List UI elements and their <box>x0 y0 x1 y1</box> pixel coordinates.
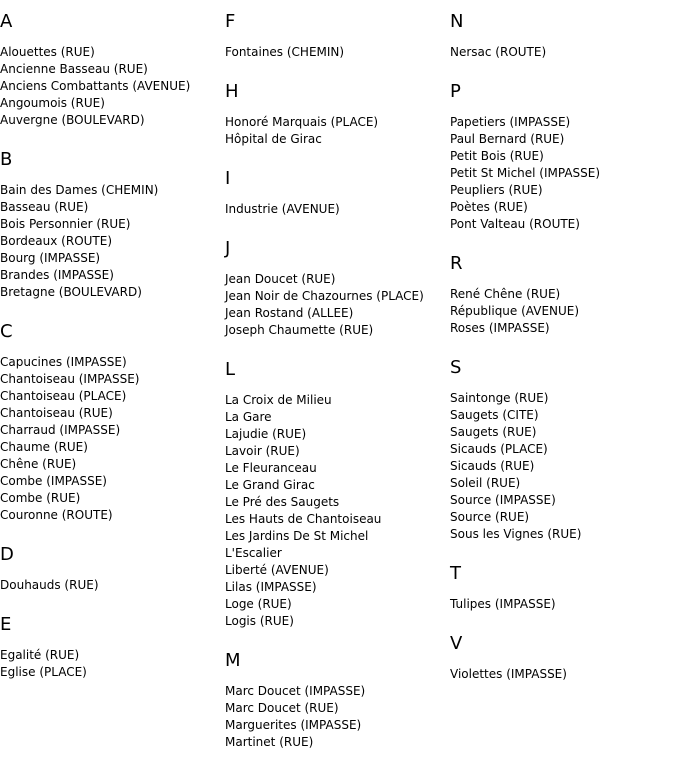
street-item: Liberté (AVENUE) <box>225 563 329 577</box>
street-list <box>225 201 450 218</box>
street-list <box>225 392 450 630</box>
street-item: Les Jardins De St Michel <box>225 529 369 543</box>
street-list <box>0 354 225 524</box>
street-item: Le Fleuranceau <box>225 461 317 475</box>
street-item: Jean Noir de Chazournes (PLACE) <box>225 289 424 303</box>
letter-heading: V <box>450 633 463 654</box>
street-item: Peupliers (RUE) <box>450 183 543 197</box>
street-item: Lavoir (RUE) <box>225 444 300 458</box>
street-item: La Croix de Milieu <box>225 393 332 407</box>
street-list <box>450 666 675 683</box>
letter-group <box>450 11 675 61</box>
street-item: Combe (IMPASSE) <box>0 474 107 488</box>
index-column-1 <box>0 11 225 701</box>
letter-heading: N <box>450 11 464 32</box>
letter-heading: F <box>225 11 236 32</box>
street-item: Saugets (CITE) <box>450 408 539 422</box>
street-item: Bourg (IMPASSE) <box>0 251 101 265</box>
street-item: Industrie (AVENUE) <box>225 202 340 216</box>
street-item: Hôpital de Girac <box>225 132 322 146</box>
street-item: Petit St Michel (IMPASSE) <box>450 166 601 180</box>
letter-heading: H <box>225 81 239 102</box>
street-item: René Chêne (RUE) <box>450 287 561 301</box>
street-item: Logis (RUE) <box>225 614 294 628</box>
street-item: L'Escalier <box>225 546 282 560</box>
street-list <box>225 114 450 148</box>
street-list <box>225 44 450 61</box>
street-item: Nersac (ROUTE) <box>450 45 547 59</box>
street-item: Chantoiseau (IMPASSE) <box>0 372 140 386</box>
street-item: Bretagne (BOULEVARD) <box>0 285 142 299</box>
street-item: Le Grand Girac <box>225 478 315 492</box>
street-item: Roses (IMPASSE) <box>450 321 550 335</box>
street-item: Tulipes (IMPASSE) <box>450 597 556 611</box>
letter-heading: S <box>450 357 462 378</box>
street-list <box>0 577 225 594</box>
street-list <box>450 114 675 233</box>
street-list <box>0 182 225 301</box>
street-list <box>225 683 450 751</box>
street-item: Brandes (IMPASSE) <box>0 268 114 282</box>
street-item: Poètes (RUE) <box>450 200 528 214</box>
street-item: Sicauds (RUE) <box>450 459 535 473</box>
letter-group <box>0 149 225 301</box>
letter-heading: A <box>0 11 13 32</box>
letter-group <box>225 11 450 61</box>
letter-group <box>0 544 225 594</box>
street-item: Angoumois (RUE) <box>0 96 105 110</box>
letter-heading: R <box>450 253 463 274</box>
letter-heading: P <box>450 81 461 102</box>
street-item: Auvergne (BOULEVARD) <box>0 113 145 127</box>
letter-group <box>225 650 450 751</box>
street-list <box>450 390 675 543</box>
street-item: Joseph Chaumette (RUE) <box>225 323 374 337</box>
letter-heading: T <box>450 563 461 584</box>
street-item: Loge (RUE) <box>225 597 292 611</box>
letter-group <box>0 614 225 681</box>
street-item: Anciens Combattants (AVENUE) <box>0 79 191 93</box>
street-item: Jean Rostand (ALLEE) <box>225 306 354 320</box>
street-item: Sicauds (PLACE) <box>450 442 548 456</box>
street-item: Bordeaux (ROUTE) <box>0 234 113 248</box>
street-item: Soleil (RUE) <box>450 476 521 490</box>
street-list <box>0 44 225 129</box>
street-item: Les Hauts de Chantoiseau <box>225 512 382 526</box>
letter-heading: C <box>0 321 13 342</box>
index-column-2 <box>225 11 450 771</box>
street-item: Paul Bernard (RUE) <box>450 132 565 146</box>
letter-heading: E <box>0 614 12 635</box>
street-item: Chêne (RUE) <box>0 457 77 471</box>
street-item: Sous les Vignes (RUE) <box>450 527 582 541</box>
street-item: Marguerites (IMPASSE) <box>225 718 362 732</box>
letter-heading: J <box>225 238 231 259</box>
letter-group <box>450 563 675 613</box>
letter-group <box>450 357 675 543</box>
letter-group <box>225 359 450 630</box>
street-list <box>0 647 225 681</box>
street-list <box>450 286 675 337</box>
street-item: Bain des Dames (CHEMIN) <box>0 183 159 197</box>
street-item: Lilas (IMPASSE) <box>225 580 317 594</box>
letter-group <box>450 81 675 233</box>
street-list <box>450 44 675 61</box>
street-item: Chantoiseau (PLACE) <box>0 389 127 403</box>
street-item: Honoré Marquais (PLACE) <box>225 115 379 129</box>
letter-group <box>450 253 675 337</box>
letter-heading: L <box>225 359 236 380</box>
street-item: Combe (RUE) <box>0 491 81 505</box>
street-item: Eglise (PLACE) <box>0 665 87 679</box>
letter-group <box>0 321 225 524</box>
street-item: Petit Bois (RUE) <box>450 149 544 163</box>
letter-heading: D <box>0 544 14 565</box>
letter-group <box>225 81 450 148</box>
letter-group <box>225 168 450 218</box>
street-item: Violettes (IMPASSE) <box>450 667 567 681</box>
street-item: Saugets (RUE) <box>450 425 537 439</box>
street-item: Papetiers (IMPASSE) <box>450 115 571 129</box>
street-item: Charraud (IMPASSE) <box>0 423 121 437</box>
street-item: Alouettes (RUE) <box>0 45 95 59</box>
letter-group <box>450 633 675 683</box>
street-item: Source (RUE) <box>450 510 530 524</box>
street-item: Capucines (IMPASSE) <box>0 355 127 369</box>
street-item: Couronne (ROUTE) <box>0 508 113 522</box>
street-item: Fontaines (CHEMIN) <box>225 45 345 59</box>
street-list <box>225 271 450 339</box>
street-item: Martinet (RUE) <box>225 735 314 749</box>
street-item: Douhauds (RUE) <box>0 578 99 592</box>
street-item: Ancienne Basseau (RUE) <box>0 62 148 76</box>
street-item: Chaume (RUE) <box>0 440 88 454</box>
letter-group <box>0 11 225 129</box>
street-item: Saintonge (RUE) <box>450 391 549 405</box>
street-item: Lajudie (RUE) <box>225 427 307 441</box>
street-item: Pont Valteau (ROUTE) <box>450 217 580 231</box>
street-item: Marc Doucet (RUE) <box>225 701 339 715</box>
street-item: Egalité (RUE) <box>0 648 80 662</box>
street-item: République (AVENUE) <box>450 304 580 318</box>
street-item: La Gare <box>225 410 272 424</box>
letter-heading: B <box>0 149 13 170</box>
street-item: Bois Personnier (RUE) <box>0 217 131 231</box>
street-item: Source (IMPASSE) <box>450 493 556 507</box>
street-item: Basseau (RUE) <box>0 200 89 214</box>
street-item: Chantoiseau (RUE) <box>0 406 113 420</box>
letter-heading: I <box>225 168 231 189</box>
letter-heading: M <box>225 650 241 671</box>
index-column-3 <box>450 11 675 703</box>
letter-group <box>225 238 450 339</box>
street-item: Le Pré des Saugets <box>225 495 340 509</box>
street-item: Jean Doucet (RUE) <box>225 272 336 286</box>
street-list <box>450 596 675 613</box>
street-item: Marc Doucet (IMPASSE) <box>225 684 366 698</box>
